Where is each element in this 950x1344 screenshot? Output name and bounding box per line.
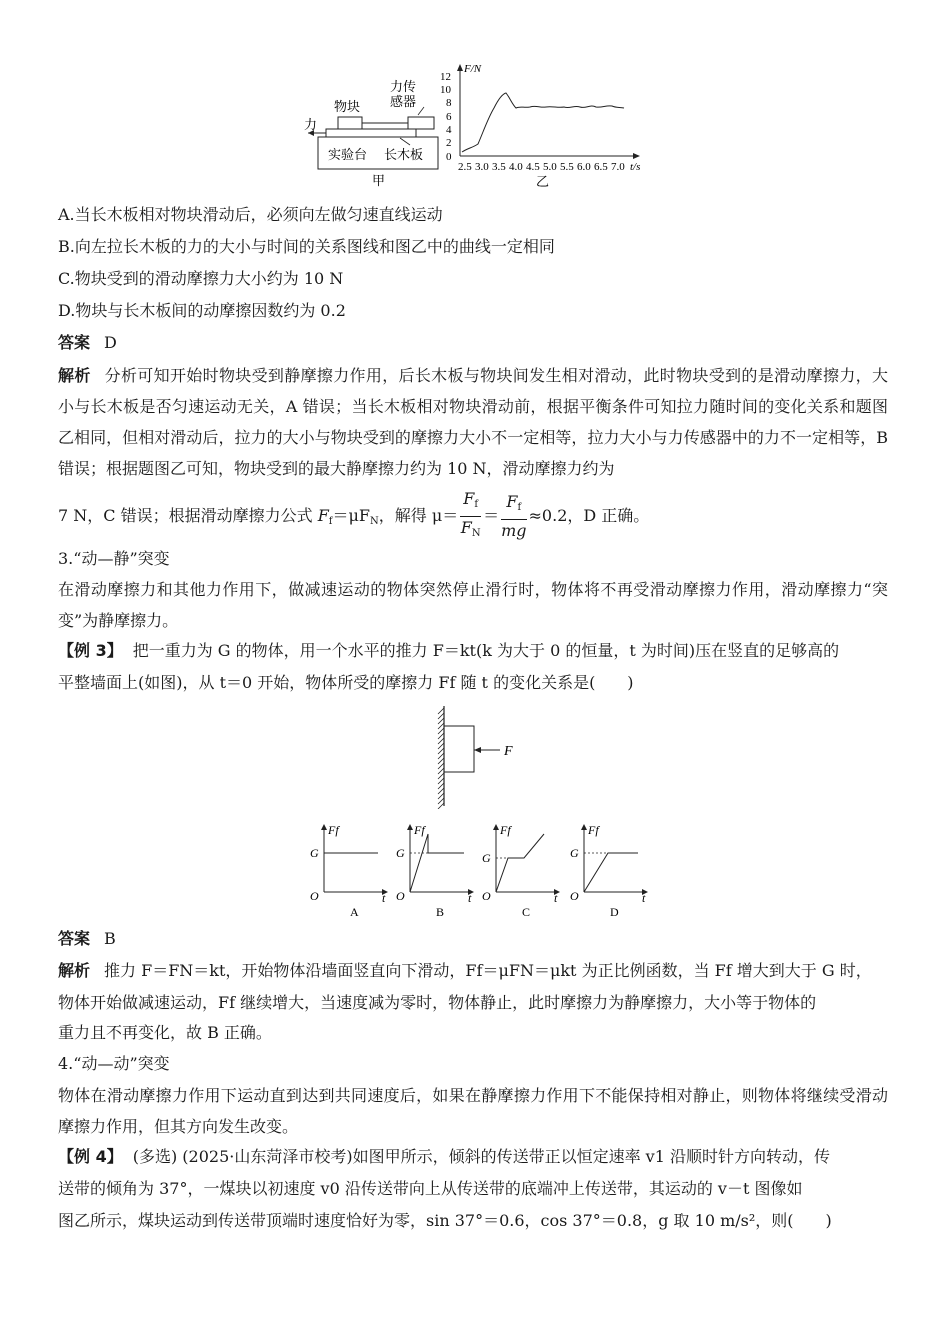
x-axis-label: t/s — [630, 161, 641, 173]
choice-t-label: t — [468, 891, 472, 905]
hatch-line — [438, 743, 444, 749]
curve-b — [410, 834, 464, 892]
hatch-line — [438, 748, 444, 754]
analysis-1-text: 分析可知开始时物块受到静摩擦力作用，后长木板与物块间发生相对滑动，此时物块受到的是滑动摩擦力，大小与长木板是否匀速运动无关，A 错误；当长木板相对物块滑动前，根据平衡条件可知拉力随时间的变化关系和题图乙相同，但相对滑动后，拉力的大小与物块受到的摩擦力大小不一定相等，拉力大小与力传感器中的力不一定相等，B 错误；根据题图乙可知，物块受到的最大静摩擦力约为 10 N，滑动摩擦力约为 — [58, 366, 888, 478]
analysis-1 — [58, 360, 888, 484]
choice-graphs-svg — [300, 820, 660, 920]
hatch-line — [438, 778, 444, 784]
board-shape — [326, 129, 416, 137]
hatch-line — [438, 803, 444, 809]
section-4-body: 物体在滑动摩擦力作用下运动直到达到共同速度后，如果在静摩擦力作用下不能保持相对静止，则物体将继续受滑动摩擦力作用，但其方向发生改变。 — [58, 1086, 888, 1136]
choice-y-arrow — [321, 824, 327, 830]
hatch-line — [438, 783, 444, 789]
option-b[interactable]: B.向左拉长木板的力的大小与时间的关系图线和图乙中的曲线一定相同 — [58, 237, 555, 256]
choice-y-arrow — [493, 824, 499, 830]
choice-letter[interactable]: B — [436, 905, 445, 919]
hatch-line — [438, 733, 444, 739]
fraction-2 — [501, 491, 526, 542]
eq2: ＝ — [483, 506, 500, 525]
den1-sub: N — [471, 528, 481, 539]
xtick-9: 7.0 — [611, 161, 625, 173]
choice-g-label: G — [310, 846, 319, 860]
xtick-6: 5.5 — [560, 161, 574, 173]
force-label: 力 — [304, 117, 318, 132]
analysis-1-tail — [58, 488, 649, 545]
ytick-4: 4 — [446, 124, 452, 136]
answer-2-label: 答案 — [58, 929, 91, 948]
wall-hatch — [438, 708, 444, 809]
hatch-line — [438, 728, 444, 734]
num2: F — [506, 492, 518, 511]
num1-sub: f — [474, 499, 479, 510]
hatch-line — [438, 713, 444, 719]
xtick-4: 4.5 — [526, 161, 540, 173]
choice-ylabel: Ff — [500, 823, 511, 837]
xtick-8: 6.5 — [594, 161, 608, 173]
hatch-line — [438, 788, 444, 794]
xtick-3: 4.0 — [509, 161, 523, 173]
apparatus-figure — [300, 75, 450, 190]
wall-block — [444, 726, 474, 772]
choice-origin: O — [570, 889, 579, 903]
example-4-line-3: 图乙所示，煤块运动到传送带顶端时速度恰好为零，sin 37°＝0.6，cos 37°＝0.8，g 取 10 m/s²，则( ) — [58, 1211, 832, 1230]
den2: mg — [501, 521, 527, 540]
force-time-graph — [440, 60, 650, 190]
example-4-text-1: (多选) (2025·山东菏泽市校考)如图甲所示，倾斜的传送带正以恒定速率 v1 沿顺时针方向转动，传 — [132, 1147, 830, 1166]
choice-graphs — [300, 820, 660, 920]
xtick-5: 5.0 — [543, 161, 557, 173]
board-label: 长木板 — [384, 147, 424, 162]
x-ticks — [458, 161, 625, 173]
analysis-2-text-1: 推力 F＝FN＝kt，开始物体沿墙面竖直向下滑动，Ff＝μFN＝μkt 为正比例函数，当 Ff 增大到大于 G 时， — [104, 961, 872, 980]
choice-t-label: t — [554, 891, 558, 905]
ytick-8: 8 — [446, 97, 452, 109]
choice-y-arrow — [407, 824, 413, 830]
sensor-label-1: 力传 — [390, 79, 417, 94]
analysis-2-line-2: 物体开始做减速运动，Ff 继续增大，当速度减为零时，物体静止，此时摩擦力为静摩擦力，大小等于物体的 — [58, 993, 817, 1012]
answer-1-value: D — [104, 333, 117, 352]
section-3-body: 在滑动摩擦力和其他力作用下，做减速运动的物体突然停止滑行时，物体将不再受滑动摩擦力作用，滑动摩擦力“突变”为静摩擦力。 — [58, 580, 888, 630]
sensor-label-2: 感器 — [390, 94, 417, 109]
section-3-title: 3.“动—静”突变 — [58, 549, 170, 568]
ytick-10: 10 — [440, 84, 451, 96]
ytick-2: 2 — [446, 137, 452, 149]
hatch-line — [438, 708, 444, 714]
curve-c — [496, 834, 544, 892]
choice-ylabel: Ff — [328, 823, 339, 837]
section-4-title: 4.“动—动”突变 — [58, 1054, 170, 1073]
apparatus-caption: 甲 — [372, 173, 386, 188]
xtick-7: 6.0 — [577, 161, 591, 173]
ytick-12: 12 — [440, 71, 451, 83]
ytick-6: 6 — [446, 111, 452, 123]
example-4-label: 【例 4】 — [58, 1147, 123, 1166]
num1: F — [463, 489, 475, 508]
wall-figure — [430, 704, 530, 809]
choice-g-label: G — [482, 851, 491, 865]
choice-t-label: t — [642, 891, 646, 905]
option-a[interactable]: A.当长木板相对物块滑动后，必须向左做匀速直线运动 — [58, 205, 443, 224]
choice-g-label: G — [570, 846, 579, 860]
example-3-line-2: 平整墙面上(如图)，从 t＝0 开始，物体所受的摩擦力 Ff 随 t 的变化关系是( ) — [58, 673, 634, 692]
fraction-1 — [460, 488, 481, 545]
graph-caption: 乙 — [536, 174, 550, 189]
example-3-text-1: 把一重力为 G 的物体，用一个水平的推力 F＝kt(k 为大于 0 的恒量，t 为时间)压在竖直的足够高的 — [132, 641, 840, 660]
choice-origin: O — [482, 889, 491, 903]
xtick-2: 3.5 — [492, 161, 506, 173]
block-shape — [338, 117, 362, 129]
hatch-line — [438, 738, 444, 744]
hatch-line — [438, 753, 444, 759]
answer-2-value: B — [104, 929, 116, 948]
choice-origin: O — [310, 889, 319, 903]
example-4-line-1 — [58, 1146, 830, 1168]
analysis-2-line-1 — [58, 960, 872, 982]
hatch-line — [438, 768, 444, 774]
sensor-shape — [408, 117, 434, 129]
choice-ylabel: Ff — [588, 823, 599, 837]
hatch-line — [438, 763, 444, 769]
table-label: 实验台 — [328, 147, 368, 162]
answer-1-label: 答案 — [58, 333, 91, 352]
force-curve — [462, 93, 624, 152]
example-3-label: 【例 3】 — [58, 641, 123, 660]
y-axis-label: F/N — [464, 63, 482, 75]
example-3-line-1 — [58, 640, 839, 662]
formula-n-sub: N — [370, 516, 379, 527]
choice-letter[interactable]: D — [610, 905, 619, 919]
den1: F — [460, 518, 472, 537]
answer-2 — [58, 928, 116, 950]
xtick-0: 2.5 — [458, 161, 472, 173]
answer-1 — [58, 332, 117, 354]
analysis-2-label: 解析 — [58, 961, 91, 980]
choice-t-label: t — [382, 891, 386, 905]
hatch-line — [438, 718, 444, 724]
hatch-line — [438, 723, 444, 729]
choice-y-arrow — [581, 824, 587, 830]
option-c[interactable]: C.物块受到的滑动摩擦力大小约为 10 N — [58, 269, 344, 288]
solve-text: ，解得 μ＝ — [378, 506, 459, 525]
tail-pre: 7 N，C 错误；根据滑动摩擦力公式 — [58, 506, 318, 525]
choice-letter[interactable]: A — [350, 905, 359, 919]
choice-ylabel: Ff — [414, 823, 425, 837]
hatch-line — [438, 798, 444, 804]
xtick-1: 3.0 — [475, 161, 489, 173]
tail-post: ≈0.2，D 正确。 — [528, 506, 650, 525]
ytick-0: 0 — [446, 151, 452, 163]
block-label: 物块 — [334, 99, 361, 114]
formula-f-sub: f — [328, 516, 333, 527]
num2-sub: f — [517, 502, 522, 513]
formula-f: F — [317, 506, 329, 525]
curve-d — [584, 853, 638, 892]
hatch-line — [438, 773, 444, 779]
wall-force-label: F — [504, 744, 513, 759]
choice-letter[interactable]: C — [522, 905, 531, 919]
formula-eq: ＝μF — [332, 506, 371, 525]
hatch-line — [438, 758, 444, 764]
analysis-2-line-3: 重力且不再变化，故 B 正确。 — [58, 1023, 272, 1042]
example-4-line-2: 送带的倾角为 37°，一煤块以初速度 v0 沿传送带向上从传送带的底端冲上传送带，其运动的 v－t 图像如 — [58, 1179, 803, 1198]
choice-origin: O — [396, 889, 405, 903]
choice-g-label: G — [396, 846, 405, 860]
analysis-1-label: 解析 — [58, 366, 91, 385]
option-d[interactable]: D.物块与长木板间的动摩擦因数约为 0.2 — [58, 301, 346, 320]
hatch-line — [438, 793, 444, 799]
